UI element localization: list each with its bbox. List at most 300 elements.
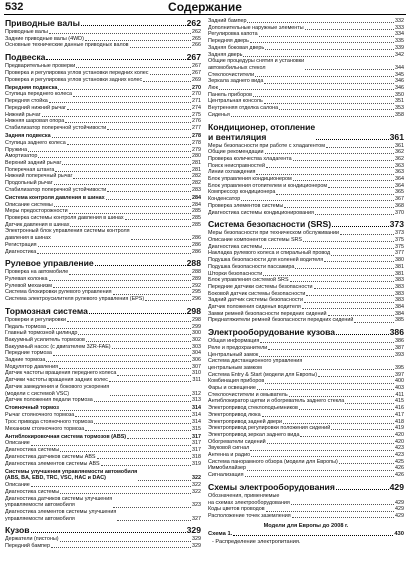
section-heading[interactable]	[208, 327, 404, 337]
toc-entry[interactable]	[208, 85, 404, 92]
toc-entry[interactable]	[5, 187, 201, 194]
entry-title: Расположение точек заземления	[208, 513, 291, 519]
toc-entry[interactable]	[5, 105, 201, 112]
toc-entry[interactable]	[208, 31, 404, 38]
toc-entry[interactable]	[208, 372, 404, 379]
entry-title: Трос привода стояночного тормоза	[5, 418, 93, 425]
section-heading[interactable]	[208, 482, 404, 492]
toc-entry[interactable]	[208, 105, 404, 112]
entry-page: 420	[395, 438, 404, 445]
dot-leader	[247, 22, 394, 23]
entry-page: 416	[395, 405, 404, 412]
toc-entry[interactable]	[5, 98, 201, 105]
section-heading[interactable]	[5, 306, 201, 316]
toc-entry[interactable]	[208, 392, 404, 399]
entry-title: Диагностика системы	[208, 243, 263, 250]
dot-leader	[264, 103, 394, 104]
toc-entry[interactable]	[208, 297, 404, 304]
dot-leader	[266, 167, 394, 168]
dot-leader	[336, 489, 389, 490]
dot-leader	[262, 416, 394, 417]
dot-leader	[300, 436, 394, 437]
toc-entry[interactable]	[208, 92, 404, 99]
entry-title: Блок управления системой SRS	[208, 277, 289, 284]
toc-entry[interactable]	[5, 63, 201, 70]
dot-leader	[265, 153, 394, 154]
dot-leader	[89, 313, 186, 314]
toc-entry[interactable]	[5, 36, 201, 43]
entry-title: Диагностика элементов системы ABS	[5, 460, 100, 467]
toc-entry[interactable]	[208, 465, 404, 472]
entry-title: Компрессор кондиционера	[208, 189, 276, 196]
toc-subsection[interactable]	[5, 85, 201, 92]
dot-leader	[241, 200, 394, 201]
entry-page: 306	[192, 357, 201, 364]
entry-title: Обогреватели сидений	[208, 438, 266, 445]
toc-entry[interactable]	[5, 496, 201, 509]
toc-entry[interactable]	[5, 543, 201, 550]
entry-title: Внутренняя отделка салона	[208, 105, 279, 112]
toc-entry[interactable]	[208, 385, 404, 392]
toc-entry[interactable]	[5, 461, 201, 468]
dot-leader	[130, 47, 191, 48]
dot-leader	[28, 151, 191, 152]
entry-title: Замки ремней безопасности передних сидений	[208, 310, 327, 317]
toc-entry[interactable]	[208, 405, 404, 412]
dot-leader	[265, 383, 394, 384]
toc-entry[interactable]	[208, 18, 404, 25]
entry-title: Реле и предохранители	[208, 344, 268, 351]
dot-leader	[253, 96, 394, 97]
toc-entry[interactable]	[208, 398, 404, 405]
toc-entry[interactable]	[208, 143, 404, 150]
entry-page: 300	[192, 330, 201, 337]
toc-entry[interactable]	[5, 377, 201, 384]
entry-title: Система панорамного обзора (модели для Европы)	[208, 458, 338, 465]
toc-entry[interactable]	[5, 509, 201, 522]
entry-title: Системы улучшения управляемости автомобиля (ABS, BA, EBD, TRC, VSC, HAC и DAC)	[5, 468, 138, 482]
entry-title: Описание системы	[5, 201, 53, 208]
toc-section	[5, 52, 201, 255]
dot-leader	[255, 76, 394, 77]
toc-entry[interactable]	[208, 156, 404, 163]
section-title: Система безопасности (SRS)	[208, 219, 332, 230]
entry-page: 362	[395, 155, 404, 162]
dot-leader	[62, 164, 191, 165]
entry-title: Преднатяжители ремней безопасности передних сидений	[208, 317, 354, 324]
dot-leader	[326, 147, 394, 148]
entry-page: 395	[395, 364, 404, 371]
dot-leader	[267, 443, 394, 444]
toc-entry[interactable]	[5, 370, 201, 377]
toc-subsection[interactable]	[5, 469, 201, 482]
entry-title: Антенна и радио	[208, 452, 251, 459]
toc-entry[interactable]	[5, 384, 201, 397]
entry-page: 327	[192, 515, 201, 522]
entry-page: 319	[192, 460, 201, 467]
entry-title: Проверка количества хладагента	[208, 155, 292, 162]
toc-entry[interactable]	[5, 364, 201, 371]
dot-leader	[250, 450, 394, 451]
entry-title: Пружина	[5, 146, 28, 153]
entry-title: Диагностика системы кондиционирования	[208, 209, 314, 216]
entry-page: 375	[395, 243, 404, 250]
toc-entry[interactable]	[208, 452, 404, 459]
section-heading[interactable]	[5, 52, 201, 62]
toc-entry[interactable]	[5, 344, 201, 351]
entry-page: 303	[192, 343, 201, 350]
toc-entry[interactable]	[5, 249, 201, 256]
section-page: 298	[186, 305, 201, 316]
dot-leader	[331, 429, 394, 430]
entry-title: Педаль тормоза	[5, 323, 46, 330]
section-heading[interactable]	[208, 219, 404, 229]
toc-entry[interactable]	[5, 77, 201, 84]
entry-page: 333	[395, 24, 404, 31]
dot-leader	[107, 129, 191, 130]
entry-title: Зеркала заднего вида	[208, 78, 264, 85]
entry-title: Стеклоочистители	[208, 71, 255, 78]
entry-page: 400	[395, 378, 404, 385]
toc-entry[interactable]	[208, 210, 404, 217]
toc-entry[interactable]	[208, 196, 404, 203]
entry-page: 270	[192, 91, 201, 98]
toc-entry[interactable]	[208, 472, 404, 479]
entry-title: Электропривод задней двери	[208, 418, 283, 425]
entry-title: Подушка безопасности для коленей водителя	[208, 257, 324, 264]
entry-title: Держатели (пистоны)	[5, 536, 59, 543]
dot-leader	[69, 274, 191, 275]
entry-title: Проверка и регулировка углов установки передних колес	[5, 69, 149, 76]
toc-entry[interactable]	[5, 242, 201, 249]
toc-entry[interactable]	[5, 350, 201, 357]
entry-page: 364	[395, 176, 404, 183]
entry-title: Центральный замок	[208, 351, 259, 358]
entry-title: Датчик положения педали тормоза	[5, 397, 93, 404]
entry-title: Амортизатор	[5, 153, 38, 160]
toc-entry[interactable]	[208, 345, 404, 352]
entry-page: 329	[192, 536, 201, 543]
dot-leader	[289, 396, 395, 397]
toc-entry[interactable]	[208, 112, 404, 119]
toc-entry[interactable]	[208, 425, 404, 432]
toc-entry[interactable]	[5, 337, 201, 344]
toc-entry[interactable]	[208, 317, 404, 324]
toc-entry[interactable]	[208, 163, 404, 170]
toc-entry[interactable]	[208, 78, 404, 85]
toc-entry[interactable]	[208, 277, 404, 284]
toc-right-column	[208, 18, 404, 546]
dot-leader	[47, 328, 191, 329]
toc-entry[interactable]	[5, 482, 201, 489]
section-heading[interactable]	[5, 525, 201, 535]
toc-entry[interactable]	[208, 284, 404, 291]
toc-entry[interactable]	[5, 296, 201, 303]
toc-entry[interactable]	[5, 419, 201, 426]
toc-entry[interactable]	[5, 42, 201, 49]
toc-entry[interactable]	[208, 169, 404, 176]
toc-entry[interactable]	[208, 45, 404, 52]
toc-entry[interactable]	[5, 140, 201, 147]
toc-entry[interactable]	[208, 189, 404, 196]
dot-leader	[303, 369, 394, 370]
entry-page: 335	[395, 38, 404, 45]
section-heading[interactable]	[208, 122, 404, 142]
toc-entry[interactable]	[5, 289, 201, 296]
toc-entry[interactable]	[5, 147, 201, 154]
entry-page: 381	[395, 270, 404, 277]
toc-section	[208, 327, 404, 479]
entry-page: 286	[192, 241, 201, 248]
entry-title: Передние тормоза	[5, 350, 52, 357]
toc-entry[interactable]	[5, 180, 201, 187]
entry-page: 377	[395, 250, 404, 257]
section-page: 267	[186, 52, 201, 63]
entry-title: Шторки безопасности	[208, 270, 263, 277]
dot-leader	[260, 342, 394, 343]
dot-leader	[231, 116, 394, 117]
entry-title: Коды цветов проводов	[208, 506, 265, 513]
entry-page: 317	[192, 433, 201, 440]
entry-title: Обозначения, применяемые на схемах электрооборудования	[208, 492, 290, 506]
toc-entry[interactable]	[5, 118, 201, 125]
dot-leader	[31, 445, 191, 446]
entry-title: Блок управления отопителем и кондиционером	[208, 182, 328, 189]
dot-leader	[318, 376, 394, 377]
entry-page: 289	[192, 276, 201, 282]
toc-entry[interactable]	[208, 52, 404, 59]
entry-page: 375	[395, 236, 404, 243]
entry-page: 317	[192, 440, 201, 447]
toc-entry[interactable]	[208, 378, 404, 385]
entry-title: Общие процедуры снятия и установки автомобильных стекол	[208, 58, 305, 71]
dot-leader	[75, 416, 191, 417]
entry-title: Проверка на автомобиле	[5, 269, 69, 276]
toc-entry[interactable]	[208, 58, 404, 71]
toc-entry[interactable]	[208, 25, 404, 32]
toc-entry[interactable]	[5, 317, 201, 324]
entry-title: Вакуумный усилитель тормозов	[5, 336, 85, 343]
entry-page: 311	[192, 377, 201, 384]
entry-page: 423	[395, 452, 404, 459]
toc-entry[interactable]	[5, 29, 201, 36]
dot-leader	[257, 389, 394, 390]
toc-entry[interactable]	[208, 506, 404, 513]
toc-entry[interactable]	[5, 330, 201, 337]
toc-entry[interactable]	[208, 230, 404, 237]
toc-entry[interactable]	[208, 358, 404, 371]
entry-page: 426	[395, 472, 404, 479]
section-title: Тормозная система	[5, 305, 88, 316]
entry-page: 310	[192, 370, 201, 377]
toc-entry[interactable]	[5, 440, 201, 447]
dot-leader	[268, 349, 394, 350]
toc-entry[interactable]	[208, 445, 404, 452]
entry-page: 423	[395, 445, 404, 452]
entry-page: 284	[192, 201, 201, 208]
section-page: 329	[186, 525, 201, 536]
entry-title: Задние приводные валы (4WD)	[5, 35, 84, 42]
dot-leader	[328, 187, 394, 188]
dot-leader	[73, 178, 191, 179]
toc-entry[interactable]	[208, 98, 404, 105]
dot-leader	[117, 520, 191, 521]
entry-page: 415	[395, 398, 404, 405]
entry-page: 292	[192, 282, 201, 289]
toc-entry[interactable]	[5, 489, 201, 496]
scheme-page: 430	[394, 530, 404, 537]
entry-page: 411	[395, 391, 404, 398]
toc-entry[interactable]	[5, 125, 201, 132]
toc-entry[interactable]	[208, 149, 404, 156]
dot-leader	[69, 213, 191, 214]
entry-page: 285	[192, 208, 201, 215]
entry-page: 285	[192, 221, 201, 228]
entry-page: 271	[192, 98, 201, 105]
entry-page: 387	[395, 344, 404, 351]
entry-title: Главный тормозной цилиндр	[5, 330, 78, 337]
toc-subsection[interactable]	[5, 434, 201, 441]
toc-entry[interactable]	[5, 202, 201, 209]
toc-entry[interactable]	[5, 412, 201, 419]
entry-title: Задняя подвеска	[5, 133, 51, 140]
dot-leader	[117, 375, 191, 376]
section-title: Схемы электрооборудования	[208, 481, 335, 492]
entry-title: Проверка системы контроля давления в шинах	[5, 215, 124, 222]
dot-leader	[259, 36, 394, 37]
entry-title: Ступица заднего колеса	[5, 139, 66, 146]
dot-leader	[31, 532, 186, 533]
toc-entry[interactable]	[208, 183, 404, 190]
dot-leader	[49, 102, 191, 103]
entry-title: Поиск неисправностей	[208, 162, 265, 169]
toc-entry[interactable]	[208, 493, 404, 506]
entry-title: Поперечная штанга	[5, 166, 55, 173]
toc-entry[interactable]	[208, 264, 404, 271]
entry-page: 361	[395, 142, 404, 149]
toc-entry[interactable]	[208, 432, 404, 439]
toc-entry[interactable]	[208, 352, 404, 359]
entry-page: 314	[192, 418, 201, 425]
dot-leader	[306, 295, 394, 296]
toc-subsection[interactable]	[5, 195, 201, 202]
entry-title: Диагностика системы	[5, 488, 60, 495]
toc-entry[interactable]	[208, 176, 404, 183]
entry-title: Люк	[208, 85, 218, 92]
toc-entry[interactable]	[208, 338, 404, 345]
section-heading[interactable]	[5, 18, 201, 28]
dot-leader	[110, 395, 191, 396]
dot-leader	[112, 348, 191, 349]
toc-entry[interactable]	[5, 215, 201, 222]
toc-entry[interactable]	[5, 112, 201, 119]
entry-title: Датчик положения сиденья водителя	[208, 304, 301, 311]
toc-entry[interactable]	[5, 397, 201, 404]
toc-footer-subtitle: Модели для Европы до 2008 г.	[263, 522, 349, 529]
entry-title: Рулевой механизм	[5, 282, 53, 289]
toc-entry[interactable]	[5, 276, 201, 283]
dot-leader	[76, 67, 191, 68]
toc-entry[interactable]	[5, 208, 201, 215]
toc-entry[interactable]	[208, 513, 404, 520]
entry-title: Нижний поперечный рычаг	[5, 173, 73, 180]
entry-page: 420	[395, 431, 404, 438]
toc-section	[208, 219, 404, 324]
entry-title: Линии охлаждения	[208, 169, 256, 176]
toc-entry[interactable]	[5, 153, 201, 160]
toc-entry[interactable]	[5, 228, 201, 241]
header-rule	[4, 14, 406, 15]
entry-page: 385	[395, 317, 404, 324]
entry-page: 353	[395, 105, 404, 112]
entry-title: Задняя дверь	[208, 51, 243, 58]
toc-entry[interactable]	[5, 447, 201, 454]
toc-section	[208, 482, 404, 520]
toc-entry[interactable]	[208, 203, 404, 210]
toc-section	[5, 525, 201, 549]
toc-subsection[interactable]	[5, 133, 201, 140]
entry-page: 322	[192, 488, 201, 495]
toc-entry[interactable]	[208, 304, 404, 311]
dot-leader	[85, 430, 191, 431]
toc-entry[interactable]	[5, 357, 201, 364]
entry-title: Нижний рычаг	[5, 111, 41, 118]
dot-leader	[266, 511, 394, 512]
entry-title: Продольный рычаг	[5, 180, 53, 187]
section-page: 386	[389, 327, 404, 338]
section-title: Рулевое управление	[5, 258, 94, 269]
toc-entry[interactable]	[5, 426, 201, 433]
entry-title: Описание	[5, 482, 30, 489]
toc-entry[interactable]	[208, 72, 404, 79]
toc-entry[interactable]	[208, 257, 404, 264]
entry-title: Задние тормоза	[5, 357, 46, 364]
dot-leader	[292, 517, 394, 518]
entry-page: 302	[192, 336, 201, 343]
entry-page: 269	[192, 76, 201, 83]
section-heading[interactable]	[5, 258, 201, 268]
entry-title: Меры безопасности при работе с хладагентом	[208, 142, 325, 149]
entry-title: Передние датчики системы безопасности	[208, 283, 313, 290]
toc-section	[208, 122, 404, 217]
entry-title: Механизм стояночного тормоза	[5, 425, 85, 432]
entry-title: Электропривод зеркал заднего вида	[208, 431, 300, 438]
entry-title: Антиблокиратор щетки и обогреватель заднего стекла	[208, 398, 345, 405]
toc-entry[interactable]	[5, 160, 201, 167]
toc-entry[interactable]	[208, 412, 404, 419]
entry-page: 368	[395, 202, 404, 209]
dot-leader	[331, 255, 394, 256]
toc-entry[interactable]	[208, 38, 404, 45]
entry-title: Стеклоочистители и омыватель	[208, 391, 288, 398]
dot-leader	[53, 355, 191, 356]
dot-leader	[295, 268, 394, 269]
dot-leader	[143, 81, 191, 82]
toc-subsection[interactable]	[5, 405, 201, 412]
toc-left-column	[5, 18, 201, 550]
entry-page: 426	[395, 465, 404, 472]
toc-entry[interactable]	[5, 283, 201, 290]
dot-leader	[81, 25, 186, 26]
toc-entry[interactable]	[5, 269, 201, 276]
toc-entry[interactable]	[5, 454, 201, 461]
toc-entry[interactable]	[208, 237, 404, 244]
entry-page: 429	[395, 499, 404, 506]
entry-page: 429	[395, 513, 404, 519]
toc-entry[interactable]	[5, 70, 201, 77]
entry-title: Электропривод регулировки положения сидений	[208, 425, 331, 432]
dot-leader	[265, 49, 394, 50]
